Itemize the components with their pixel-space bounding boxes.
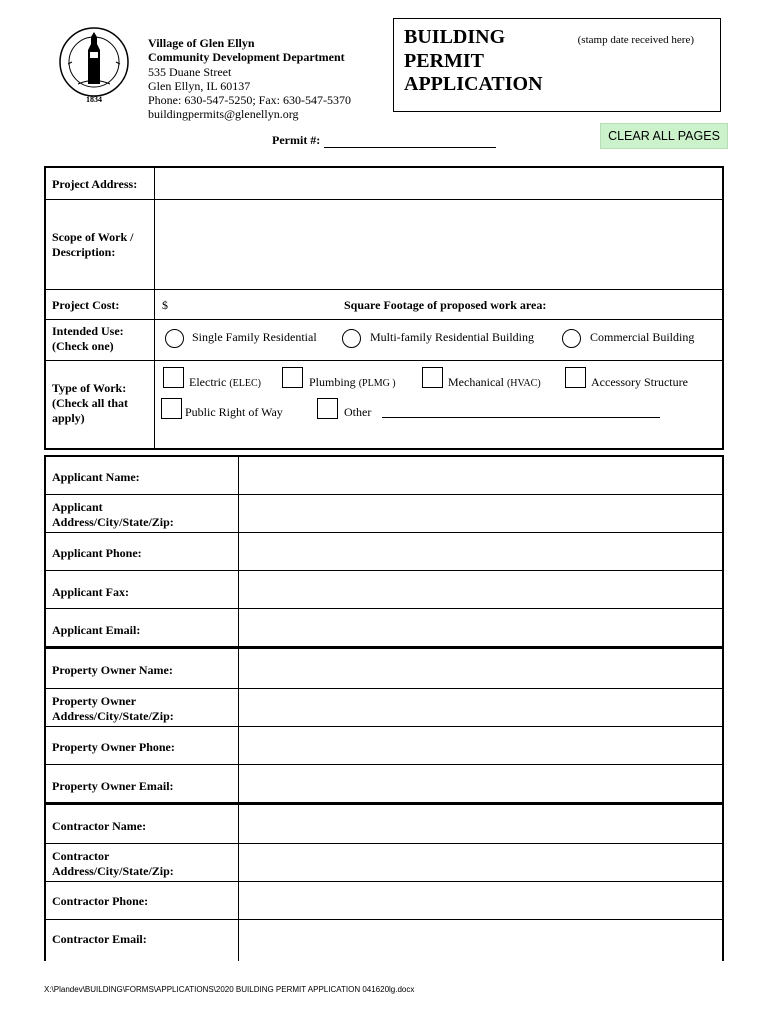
- title-line-1: BUILDING: [404, 26, 506, 48]
- permit-label: Permit #:: [272, 133, 321, 147]
- village-name: Village of Glen Ellyn: [148, 36, 255, 50]
- project-address-label: Project Address:: [52, 177, 138, 191]
- work-accessory-checkbox[interactable]: [565, 367, 586, 388]
- contractor-address-field[interactable]: [240, 844, 722, 881]
- applicant-phone-field[interactable]: [240, 533, 722, 570]
- applicant-email-field[interactable]: [240, 609, 722, 646]
- applicant-fax-label: Applicant Fax:: [52, 585, 130, 599]
- contractor-name-label: Contractor Name:: [52, 819, 147, 833]
- street-address: 535 Duane Street: [148, 64, 232, 79]
- owner-email-label: Property Owner Email:: [52, 779, 174, 793]
- applicant-email-label: Applicant Email:: [52, 623, 141, 637]
- owner-phone-field[interactable]: [240, 727, 722, 764]
- contractor-phone-label: Contractor Phone:: [52, 894, 149, 908]
- title-box: [393, 18, 721, 112]
- work-other-label: Other: [344, 405, 372, 419]
- permit-number-field[interactable]: [324, 135, 496, 148]
- scope-label: Scope of Work / Description:: [52, 230, 134, 259]
- project-address-field[interactable]: [156, 168, 722, 199]
- project-cost-field[interactable]: [172, 290, 332, 319]
- use-commercial-radio[interactable]: [562, 329, 581, 348]
- type-of-work-label: Type of Work: (Check all that apply): [52, 381, 128, 425]
- square-footage-field[interactable]: [566, 290, 722, 319]
- owner-section: [44, 647, 724, 804]
- permit-number-row: [272, 133, 496, 148]
- contractor-section: [44, 803, 724, 961]
- owner-address-label: Property Owner Address/City/State/Zip:: [52, 694, 174, 723]
- project-section: [44, 166, 724, 450]
- contractor-name-field[interactable]: [240, 805, 722, 843]
- work-plumbing-checkbox[interactable]: [282, 367, 303, 388]
- department-header: [148, 36, 351, 122]
- contact-email: buildingpermits@glenellyn.org: [148, 107, 299, 122]
- work-other-field[interactable]: [382, 417, 660, 418]
- work-mechanical-label: Mechanical (HVAC): [448, 375, 541, 389]
- phone-fax: Phone: 630-547-5250; Fax: 630-547-5370: [148, 93, 351, 108]
- applicant-address-field[interactable]: [240, 495, 722, 532]
- owner-name-field[interactable]: [240, 649, 722, 688]
- work-accessory-label: Accessory Structure: [591, 375, 688, 389]
- document-path-footer: X:\Plandev\BUILDING\FORMS\APPLICATIONS\2020 BUILDING PERMIT APPLICATION 041620lg.docx: [44, 985, 415, 994]
- contractor-phone-field[interactable]: [240, 882, 722, 919]
- title-line-3: APPLICATION: [404, 73, 543, 95]
- contractor-email-field[interactable]: [240, 920, 722, 960]
- dollar-sign: $: [162, 298, 168, 312]
- clear-all-pages-button[interactable]: CLEAR ALL PAGES: [600, 123, 728, 149]
- project-cost-label: Project Cost:: [52, 298, 120, 312]
- city-address: Glen Ellyn, IL 60137: [148, 78, 251, 93]
- contractor-address-label: Contractor Address/City/State/Zip:: [52, 849, 174, 878]
- work-public-row-checkbox[interactable]: [161, 398, 182, 419]
- applicant-name-field[interactable]: [240, 457, 722, 494]
- owner-email-field[interactable]: [240, 765, 722, 802]
- owner-address-field[interactable]: [240, 689, 722, 726]
- village-seal-logo: [58, 22, 130, 106]
- owner-phone-label: Property Owner Phone:: [52, 740, 175, 754]
- stamp-note: (stamp date received here): [577, 34, 694, 46]
- form-title: [404, 26, 543, 97]
- work-mechanical-checkbox[interactable]: [422, 367, 443, 388]
- seal-year: 1834: [86, 95, 102, 104]
- use-multi-family-label: Multi-family Residential Building: [370, 330, 534, 344]
- work-other-checkbox[interactable]: [317, 398, 338, 419]
- work-plumbing-label: Plumbing (PLMG ): [309, 375, 396, 389]
- department-name: Community Development Department: [148, 50, 345, 65]
- applicant-fax-field[interactable]: [240, 571, 722, 608]
- contractor-email-label: Contractor Email:: [52, 932, 147, 946]
- work-public-row-label: Public Right of Way: [185, 405, 283, 419]
- scope-field[interactable]: [156, 200, 722, 289]
- applicant-address-label: Applicant Address/City/State/Zip:: [52, 500, 174, 529]
- applicant-phone-label: Applicant Phone:: [52, 546, 142, 560]
- square-footage-label: Square Footage of proposed work area:: [344, 298, 547, 312]
- use-multi-family-radio[interactable]: [342, 329, 361, 348]
- use-single-family-label: Single Family Residential: [192, 330, 317, 344]
- applicant-name-label: Applicant Name:: [52, 470, 140, 484]
- applicant-section: [44, 455, 724, 648]
- intended-use-label: Intended Use: (Check one): [52, 324, 124, 353]
- title-line-2: PERMIT: [404, 49, 484, 72]
- work-electric-label: Electric (ELEC): [189, 375, 261, 389]
- use-single-family-radio[interactable]: [165, 329, 184, 348]
- work-electric-checkbox[interactable]: [163, 367, 184, 388]
- use-commercial-label: Commercial Building: [590, 330, 695, 344]
- owner-name-label: Property Owner Name:: [52, 663, 173, 677]
